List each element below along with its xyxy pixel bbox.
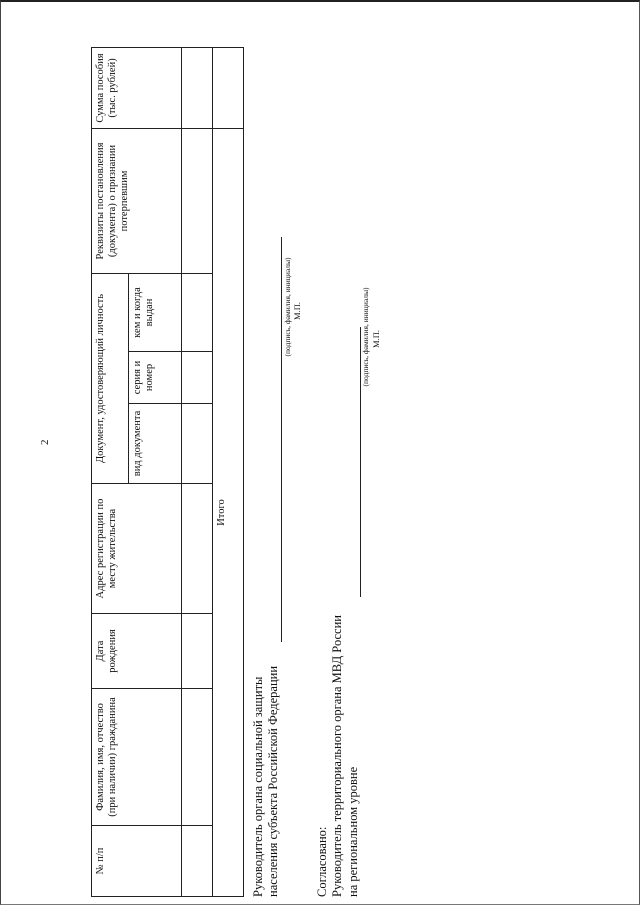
stamp-label: М.П. xyxy=(292,302,302,320)
signatory-title-line: населения субъекта Российской Федерации xyxy=(266,665,281,897)
header-document-group: Документ, удостоверяющий личность xyxy=(92,273,129,483)
header-doc-type: вид документа xyxy=(129,404,182,484)
total-label: Итого xyxy=(213,128,244,896)
stamp-label: М.П. xyxy=(371,330,381,348)
total-amount-cell xyxy=(213,47,244,128)
signature-caption: (подпись, фамилия, инициалы) xyxy=(283,257,292,357)
signatory-title-line: Руководитель территориального органа МВД России xyxy=(330,615,345,897)
signature-caption: (подпись, фамилия, инициалы) xyxy=(361,287,370,387)
header-doc-series: серия и номер xyxy=(129,352,182,404)
agreed-label: Согласовано: xyxy=(315,826,329,897)
header-num: № п/п xyxy=(92,826,182,897)
table-cell xyxy=(182,352,213,404)
table-cell xyxy=(182,47,213,128)
signatory-title-line: на региональном уровне xyxy=(345,766,360,897)
page-number: 2 xyxy=(39,439,51,445)
table-cell xyxy=(182,614,213,689)
header-dob: Дата рождения xyxy=(92,614,182,689)
table-cell xyxy=(182,273,213,351)
agreed-signature-block xyxy=(315,297,361,897)
header-decree: Реквизиты постановления (документа) о признании потерпевшим xyxy=(92,128,182,273)
header-amount: Сумма пособия (тыс. рублей) xyxy=(92,47,182,128)
signature-line xyxy=(281,237,282,642)
head-social-signature-block xyxy=(251,297,282,897)
header-doc-issued: кем и когда выдан xyxy=(129,273,182,351)
rotated-content xyxy=(61,42,621,897)
table-cell xyxy=(182,484,213,614)
table-cell xyxy=(182,826,213,897)
header-address: Адрес регистрации по месту жительства xyxy=(92,484,182,614)
table-cell xyxy=(182,689,213,826)
recipients-table xyxy=(91,47,244,897)
table-row xyxy=(182,47,213,896)
table-cell xyxy=(182,404,213,484)
header-row-1 xyxy=(92,47,129,896)
total-row xyxy=(213,47,244,896)
table-cell xyxy=(182,128,213,273)
signatory-title-line: Руководитель органа социальной защиты xyxy=(251,676,265,897)
header-fio: Фамилия, имя, отчество (при наличии) гражданина xyxy=(92,689,182,826)
